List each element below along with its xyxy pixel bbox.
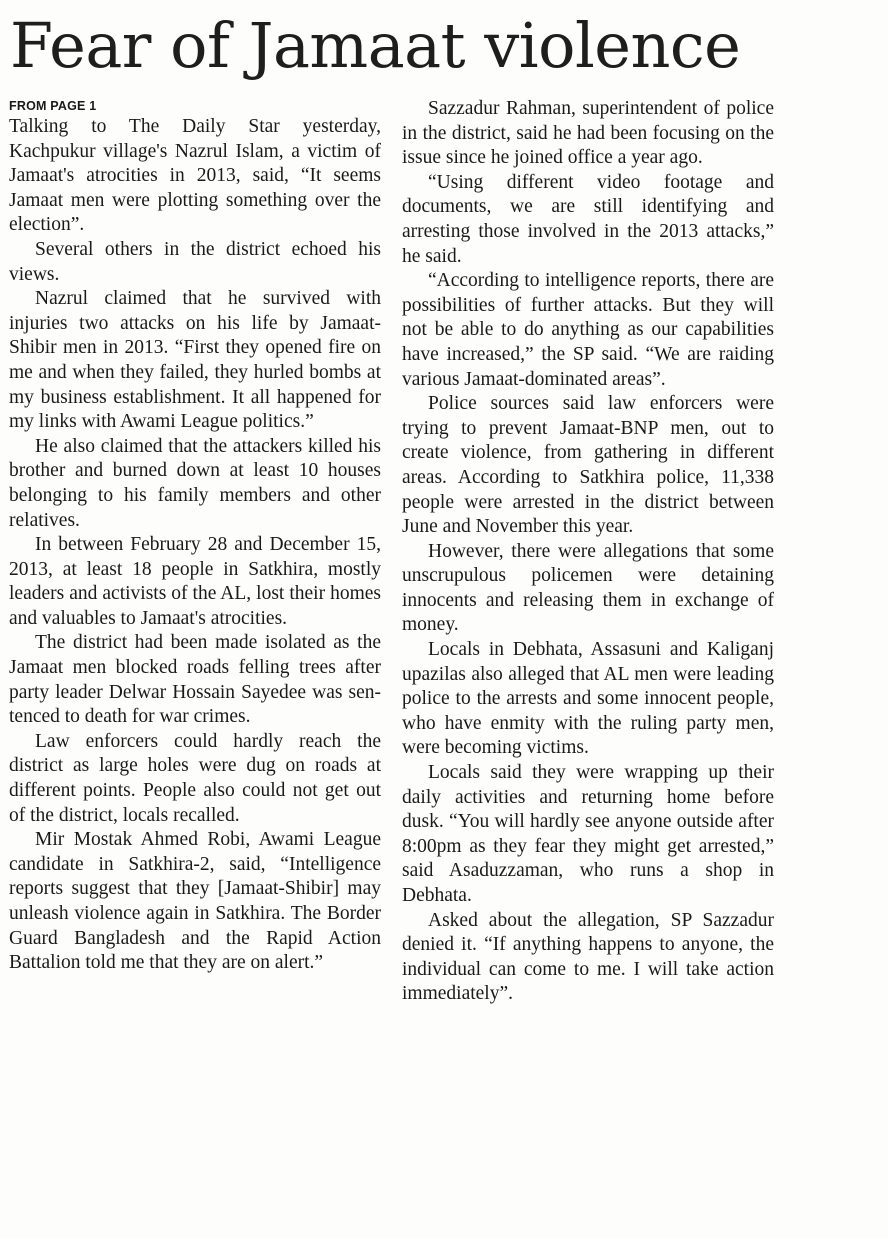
article-paragraph: Locals said they were wrapping up their daily activities and returning home before dusk. “You will hardly see anyone outside after 8:00pm as they fear they might get arrested,” said Asaduzzaman, who runs a shop in Debhata. [402,762,774,906]
article-paragraph: “Using different video footage and documents, we are still identifying and arresting those involved in the 2013 attacks,” he said. [402,171,774,267]
article-paragraph: Locals in Debhata, Assasuni and Kaliganj upazilas also alleged that AL men were leading police to the arrests and some innocent people, who have enmity with the ruling party men, were becoming victims. [402,639,774,759]
article-paragraph: He also claimed that the attackers killed his brother and burned down at least 10 houses belonging to his family members and other relatives. [9,435,381,531]
article-paragraph: Law enforcers could hardly reach the district as large holes were dug on roads at different points. People also could not get out of the district, locals recalled. [9,730,381,826]
article-column-right [402,97,774,1007]
article-column-left [9,97,381,976]
article-paragraph: Sazzadur Rahman, superintendent of police in the district, said he had been focusing on the issue since he joined office a year ago. [402,98,774,169]
article-paragraph: “According to intelligence reports, there are possibilities of further attacks. But they will not be able to do anything as our capabilities have increased,” the SP said. “We are raiding various Jamaat-dominated areas”. [402,270,774,390]
article-paragraph: However, there were allegations that some unscrupulous policemen were detaining innocents and releasing them in exchange of money. [402,540,774,636]
article-paragraph: Nazrul claimed that he survived with injuries two attacks on his life by Jamaat-Shibir men in 2013. “First they opened fire on me and when they failed, they hurled bombs at my business establishment. It all happened for my links with Awami League politics.” [9,288,381,433]
article-paragraph: In between February 28 and December 15, 2013, at least 18 people in Satkhira, mostly leaders and activists of the AL, lost their homes and valuables to Jamaat's atrocities. [9,534,381,629]
jump-line: FROM PAGE 1 [9,99,97,113]
article-headline: Fear of Jamaat violence [10,9,741,82]
article-paragraph: Police sources said law enforcers were trying to prevent Jamaat-BNP men, out to create violence, from gathering in different areas. According to Satkhira police, 11,338 people were arrested in the district between June and November this year. [402,393,774,538]
article-paragraph: The district had been made isolated as the Jamaat men blocked roads felling trees after party leader Delwar Hossain Sayedee was sentenced to death for war crimes. [9,632,381,728]
article-paragraph: Talking to The Daily Star yesterday, Kachpukur village's Nazrul Islam, a victim of Jamaat's atrocities in 2013, said, “It seems Jamaat men were plotting something over the election”. [9,116,381,236]
article-paragraph: Mir Mostak Ahmed Robi, Awami League candidate in Satkhira-2, said, “Intelligence reports suggest that they [Jamaat-Shibir] may unleash violence again in Satkhira. The Border Guard Bangladesh and the Rapid Action Battalion told me that they are on alert.” [9,829,381,974]
article-paragraph: Asked about the allegation, SP Sazzadur denied it. “If anything happens to anyone, the individual can come to me. I will take action immediately”. [402,909,774,1005]
article-paragraph: Several others in the district echoed his views. [9,238,381,285]
